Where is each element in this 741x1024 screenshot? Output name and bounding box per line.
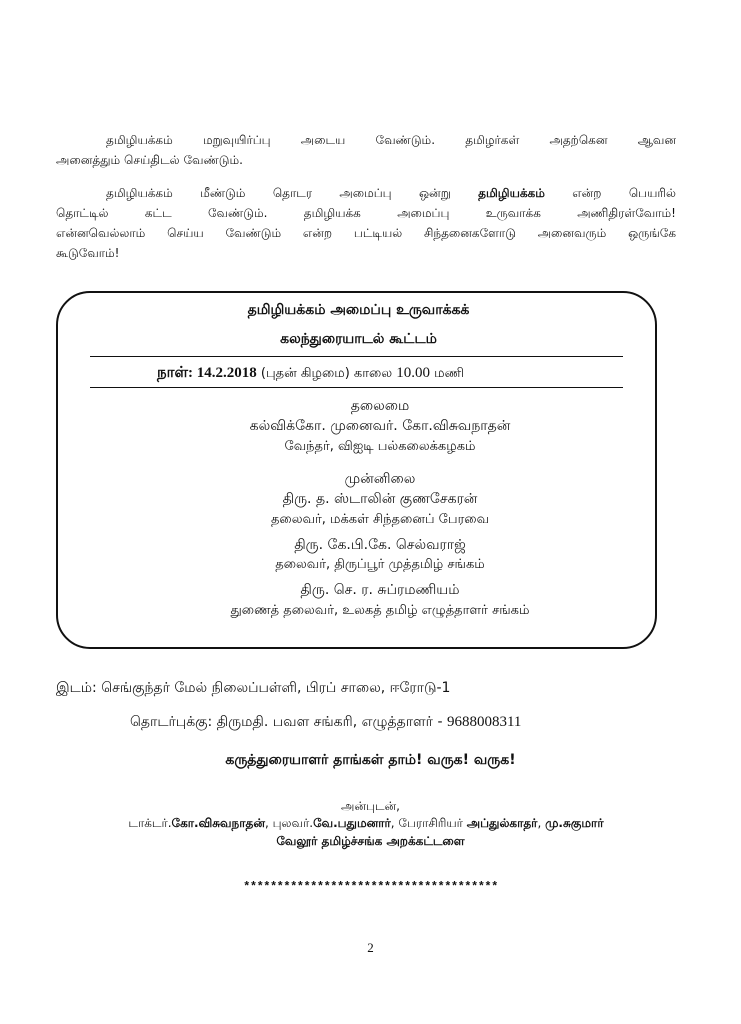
person-1-designation: தலைவர், மக்கள் சிந்தனைப் பேரவை [270,512,490,527]
regards: அன்புடன், [341,799,400,813]
chair-role: தலைமை [350,398,410,414]
paragraph-2-text-a: தமிழியக்கம் மீண்டும் தொடர அமைப்பு ஒன்று [106,186,451,200]
page-number: 2 [367,940,374,955]
chair-designation: வேந்தர், விஐடி பல்கலைக்கழகம் [284,439,476,454]
chair-name: கல்விக்கோ. முனைவர். கோ.விசுவநாதன் [249,418,511,434]
person-3-designation: துணைத் தலைவர், உலகத் தமிழ் எழுத்தாளர் சங்கம் [230,603,530,618]
person-2-designation: தலைவர், திருப்பூர் முத்தமிழ் சங்கம் [275,557,485,572]
welcome-message: கருத்துரையாளர் தாங்கள் தாம்! வருக! வருக! [225,752,516,768]
paragraph-2-bold-term: தமிழியக்கம் [478,186,545,200]
meeting-time: 10.00 [396,365,431,381]
person-3-name: திரு. செ. ர. சுப்ரமணியம் [300,582,460,598]
signer-1-name: கோ.விசுவநாதன் [171,816,265,830]
paragraph-2-line-2: தொட்டில் கட்ட வேண்டும். தமிழியக்க அமைப்பு உருவாக்க அணிதிரள்வோம்! [56,206,676,220]
signers-line [56,816,676,832]
signer-3-name: அப்துல்காதர் [466,816,538,830]
paragraph-1-line-1: தமிழியக்கம் மறுவுயிர்ப்பு அடைய வேண்டும். தமிழர்கள் அதற்கென ஆவன [106,133,676,147]
paragraph-2 [56,183,676,263]
signer-4-name: மு.சுகுமார் [545,816,604,830]
contact-label: தொடர்புக்கு: திருமதி. பவள சங்கரி, எழுத்தாளர் - [130,714,443,730]
meeting-date-day: (புதன் கிழமை) காலை [260,366,393,381]
paragraph-2-line-1 [56,183,676,203]
meeting-title-line-1: தமிழியக்கம் அமைப்பு உருவாக்கக் [247,302,470,318]
meeting-date-label: நாள்: 14.2.2018 [157,365,257,381]
signer-3-prefix: , பேராசிரியர் [390,816,463,830]
contact-phone: 9688008311 [446,714,522,730]
signer-2-prefix: , புலவர். [264,816,314,830]
signer-2-name: வே.பதுமனார் [313,816,391,830]
paragraph-2-line-4: கூடுவோம்! [56,246,120,260]
paragraph-1-line-2: அனைத்தும் செய்திடல் வேண்டும். [56,153,243,167]
venue: இடம்: செங்குந்தர் மேல் நிலைப்பள்ளி, பிரப் சாலை, ஈரோடு-1 [56,680,451,696]
paragraph-1 [56,130,676,170]
star-separator: ************************************** [243,880,498,894]
contact-line [130,714,521,732]
signer-1-prefix: டாக்டர். [128,816,172,830]
presence-role: முன்னிலை [344,471,416,487]
meeting-date-line [157,364,464,383]
paragraph-2-text-b: என்ற பெயரில் [572,186,676,200]
divider-top [90,356,623,357]
person-2-name: திரு. கே.பி.கே. செல்வராஜ் [294,537,466,553]
meeting-time-unit: மணி [434,366,464,381]
trust-name: வேலூர் தமிழ்ச்சங்க அறக்கட்டளை [276,834,465,848]
person-1-name: திரு. த. ஸ்டாலின் குணசேகரன் [282,491,478,507]
meeting-title-line-2: கலந்துரையாடல் கூட்டம் [280,331,437,347]
paragraph-2-line-3: என்னவெல்லாம் செய்ய வேண்டும் என்ற பட்டியல் சிந்தனைகளோடு அனைவரும் ஒருங்கே [56,226,676,240]
divider-bottom [90,387,623,388]
signer-4-separator: , [537,816,542,830]
